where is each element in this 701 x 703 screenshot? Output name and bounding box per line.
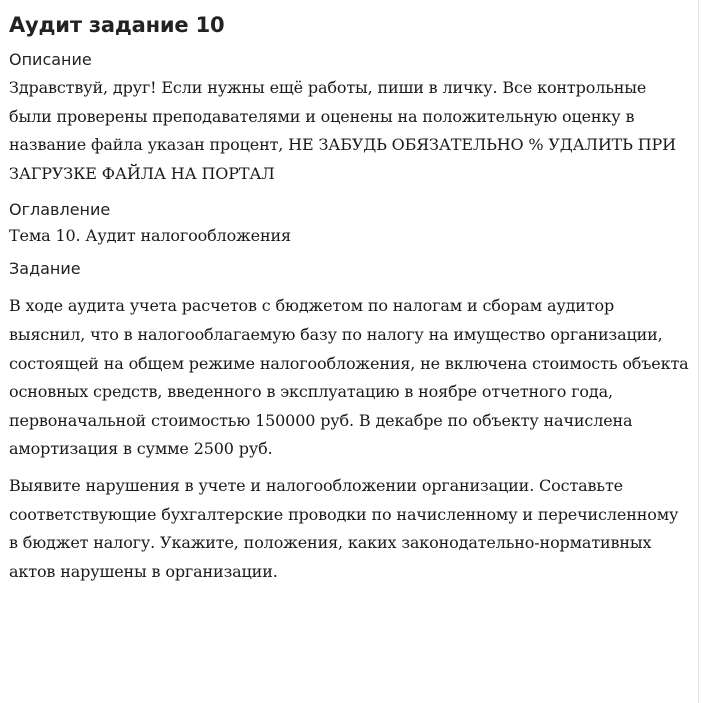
page-title: Аудит задание 10 [9,13,225,37]
task-paragraph-1: В ходе аудита учета расчетов с бюджетом по налогам и сборам аудитор выяснил, что в налогооблагаемую базу по налогу на имущество организации, состоящей на общем режиме налогообложения, не включена стоимость объекта основных средств, введенного в эксплуатацию в ноябре отчетного года, первоначальной стоимостью 150000 руб. В декабре по объекту начислена амортизация в сумме 2500 руб. [9,296,689,459]
toc-item: Тема 10. Аудит налогообложения [9,226,291,246]
toc-label: Оглавление [9,200,111,220]
task-paragraph-2: Выявите нарушения в учете и налогообложении организации. Составьте соответствующие бухгалтерские проводки по начисленному и перечисленному в бюджет налогу. Укажите, положения, каких законодательно-нормативных актов нарушены в организации. [9,475,679,581]
description-label: Описание [9,50,92,69]
task-label: Задание [9,259,81,279]
description-text: Здравствуй, друг! Если нужны ещё работы, пиши в личку. Все контрольные были проверены преподавателями и оценены на положительную оценку в название файла указан процент, НЕ ЗАБУДЬ ОБЯЗАТЕЛЬНО % УДАЛИТЬ ПРИ ЗАГРУЗКЕ ФАЙЛА НА ПОРТАЛ [9,78,676,183]
